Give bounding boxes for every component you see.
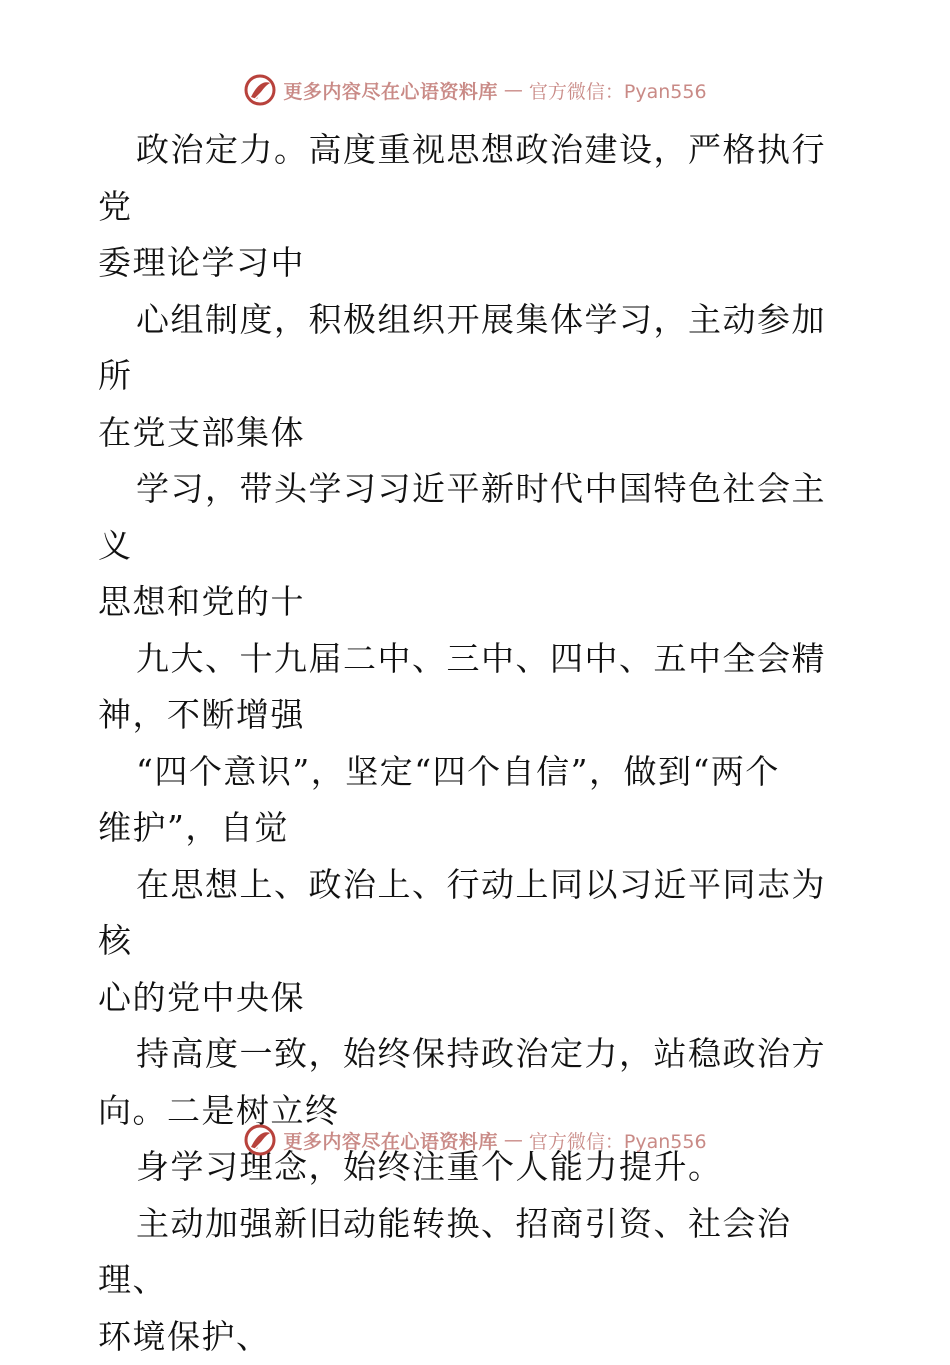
paragraph-line: 心的党中央保 [98,970,858,1027]
footer-banner-inner [243,1123,706,1157]
footer-banner-wechat: 官方微信：Pyan556 [529,1127,707,1154]
paragraph-line: 思想和党的十 [98,574,858,631]
paragraph-line: 在党支部集体 [98,405,858,462]
paragraph [98,122,858,292]
header-banner-separator: — [504,79,523,101]
header-banner-text: 更多内容尽在心语资料库 [283,77,498,104]
footer-banner [0,1120,950,1160]
header-banner-wechat: 官方微信：Pyan556 [529,77,707,104]
paragraph [98,292,858,462]
footer-banner-text: 更多内容尽在心语资料库 [283,1127,498,1154]
header-banner [0,70,950,110]
document-body [98,122,858,1365]
paragraph-line: 向。二是树立终 [98,1083,858,1140]
paragraph-line: 学习，带头学习习近平新时代中国特色社会主义 [98,469,826,565]
paragraph-line: 维护”，自觉 [98,800,858,857]
paragraph-line: 持高度一致，始终保持政治定力，站稳政治方 [136,1034,826,1073]
paragraph [98,1196,858,1365]
paragraph-line: 心组制度，积极组织开展集体学习，主动参加所 [98,300,826,396]
paragraph-line: 环境保护、 [98,1309,858,1365]
paragraph-line: 身学习理念，始终注重个人能力提升。 [136,1147,723,1186]
header-banner-inner [243,73,706,107]
footer-banner-separator: — [504,1129,523,1151]
brand-logo-icon [243,1123,277,1157]
paragraph-line: 九大、十九届二中、三中、四中、五中全会精 [136,639,826,678]
paragraph [98,857,858,1027]
paragraph-line: 在思想上、政治上、行动上同以习近平同志为核 [98,865,826,961]
paragraph-line: “四个意识”，坚定“四个自信”，做到“两个 [136,752,780,791]
paragraph-line: 委理论学习中 [98,235,858,292]
paragraph [98,461,858,631]
paragraph [98,744,858,857]
paragraph-line: 政治定力。高度重视思想政治建设，严格执行党 [98,130,826,226]
paragraph [98,631,858,744]
brand-logo-icon [243,73,277,107]
paragraph-line: 主动加强新旧动能转换、招商引资、社会治理、 [98,1204,792,1300]
paragraph-line: 神，不断增强 [98,687,858,744]
